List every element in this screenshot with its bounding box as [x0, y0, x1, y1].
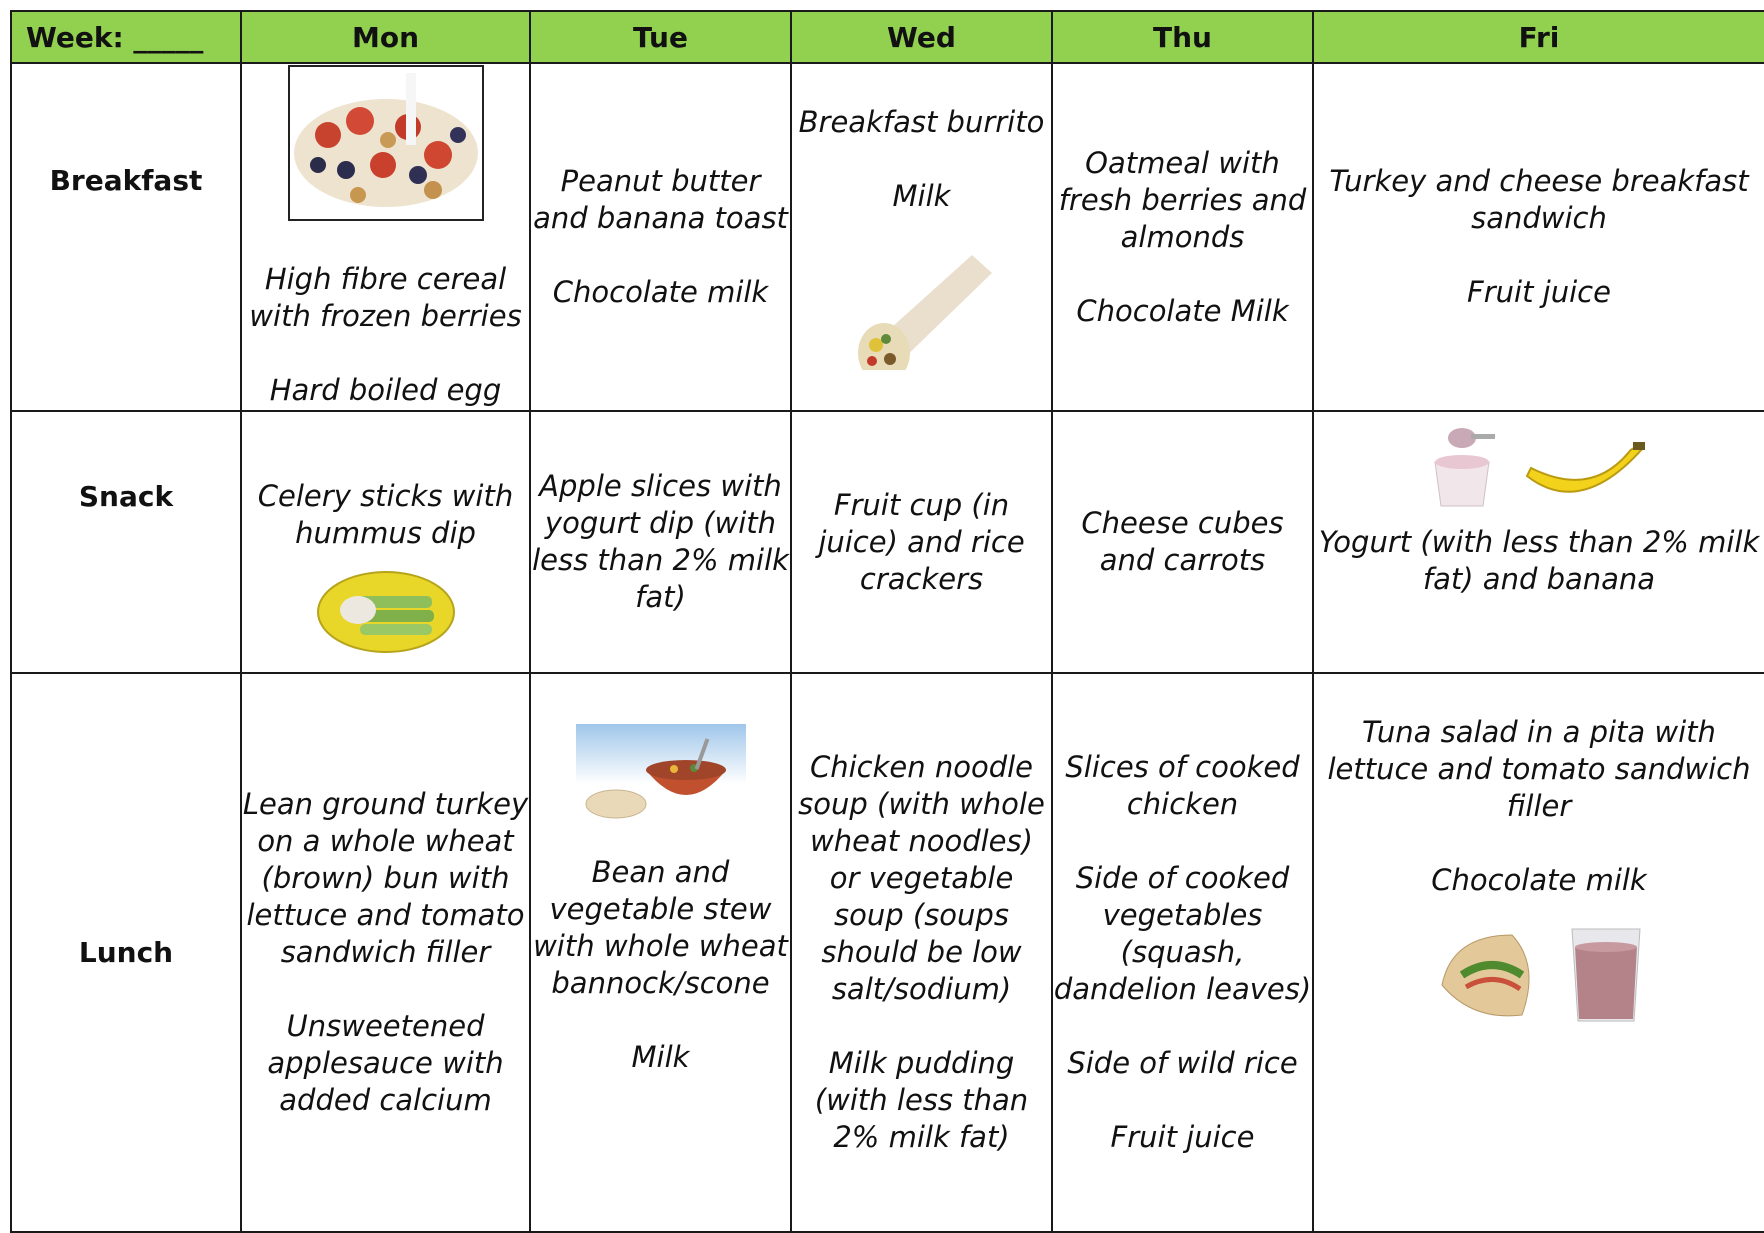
cell-breakfast-wed [791, 63, 1052, 411]
celery-plate-icon [316, 570, 456, 654]
day-header-tue: Tue [530, 11, 791, 63]
menu-item: High fibre cereal with frozen berries [249, 262, 522, 333]
snack-row [11, 411, 1764, 673]
day-header-mon: Mon [241, 11, 530, 63]
menu-item: Unsweetened applesauce with added calcium [267, 1009, 504, 1117]
cell-snack-mon [241, 411, 530, 673]
meal-plan-table [10, 10, 1764, 1233]
cell-breakfast-tue [530, 63, 791, 411]
row-label-breakfast: Breakfast [11, 63, 241, 411]
menu-item: Oatmeal with fresh berries and almonds [1058, 145, 1307, 254]
menu-item: Cheese cubes and carrots [1081, 506, 1284, 577]
menu-item: Chocolate Milk [1076, 293, 1289, 328]
menu-item: Peanut butter and banana toast [533, 164, 788, 235]
menu-item: Chocolate milk [1431, 863, 1647, 897]
day-header-wed: Wed [791, 11, 1052, 63]
stew-bowl-icon [576, 724, 746, 824]
menu-item: Side of wild rice [1067, 1046, 1298, 1080]
row-label-snack: Snack [11, 411, 241, 673]
snack-images [1314, 422, 1764, 508]
lunch-images [1314, 921, 1764, 1025]
cell-snack-fri [1313, 411, 1764, 673]
menu-item: Milk [892, 179, 951, 213]
pita-sandwich-icon [1432, 925, 1542, 1025]
cell-lunch-wed [791, 673, 1052, 1232]
breakfast-row [11, 63, 1764, 411]
cereal-bowl-icon [288, 65, 484, 221]
cell-snack-wed [791, 411, 1052, 673]
cell-breakfast-fri [1313, 63, 1764, 411]
menu-item: Turkey and cheese breakfast sandwich [1329, 164, 1749, 235]
menu-item: Fruit juice [1467, 275, 1611, 309]
menu-item: Tuna salad in a pita with lettuce and tomato sandwich filler [1327, 715, 1751, 823]
banana-icon [1521, 438, 1651, 508]
menu-item: Bean and vegetable stew with whole wheat bannock/scone [533, 855, 788, 1000]
cell-snack-tue [530, 411, 791, 673]
menu-item: Fruit cup (in juice) and rice crackers [818, 487, 1025, 596]
menu-item: Chicken noodle soup (with whole wheat noodles) or vegetable soup (soups should be low salt/sodium) [798, 750, 1045, 1006]
menu-item: Milk [631, 1040, 690, 1074]
menu-item: Apple slices with yogurt dip (with less than 2% milk fat) [532, 469, 789, 614]
cell-snack-thu [1052, 411, 1313, 673]
menu-item: Milk pudding (with less than 2% milk fat) [814, 1046, 1029, 1154]
row-label-lunch: Lunch [11, 673, 241, 1232]
week-label: Week: _____ [11, 11, 241, 63]
menu-item: Breakfast burrito [798, 105, 1045, 139]
yogurt-cup-icon [1427, 422, 1497, 508]
cell-lunch-tue [530, 673, 791, 1232]
chocolate-milk-icon [1566, 921, 1646, 1025]
menu-item: Slices of cooked chicken [1065, 750, 1300, 821]
menu-item: Fruit juice [1110, 1120, 1255, 1154]
lunch-row [11, 673, 1764, 1232]
day-header-fri: Fri [1313, 11, 1764, 63]
cell-lunch-fri [1313, 673, 1764, 1232]
header-row [11, 11, 1764, 63]
menu-item: Hard boiled egg [269, 373, 502, 407]
menu-item: Yogurt (with less than 2% milk fat) and banana [1318, 525, 1760, 596]
menu-item: Celery sticks with hummus dip [257, 479, 514, 550]
day-header-thu: Thu [1052, 11, 1313, 63]
menu-item: Chocolate milk [552, 275, 769, 309]
cell-lunch-mon [241, 673, 530, 1232]
cell-breakfast-thu [1052, 63, 1313, 411]
menu-item: Side of cooked vegetables (squash, dandelion leaves) [1053, 861, 1312, 1006]
burrito-icon [842, 235, 1002, 370]
cell-lunch-thu [1052, 673, 1313, 1232]
menu-item: Lean ground turkey on a whole wheat (brown) bun with lettuce and tomato sandwich filler [242, 787, 529, 969]
cell-breakfast-mon [241, 63, 530, 411]
